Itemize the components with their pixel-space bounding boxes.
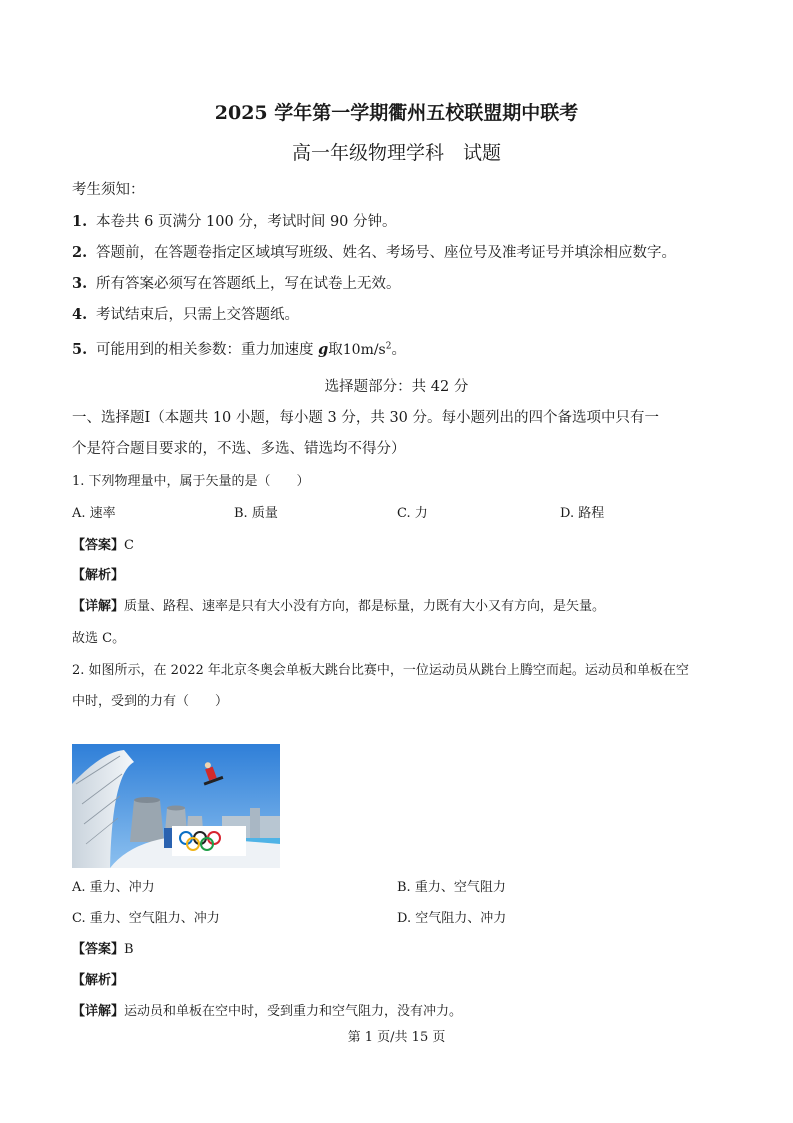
detail-label: 【详解】 (72, 1004, 125, 1019)
question-1-option-b: B. 质量 (234, 506, 278, 521)
notice-item-text: 本卷共 6 页满分 100 分，考试时间 90 分钟。 (96, 214, 397, 230)
question-1-detail (72, 595, 605, 614)
question-2-option-c: C. 重力、空气阻力、冲力 (72, 911, 220, 926)
question-2-analysis-label: 【解析】 (72, 973, 125, 988)
unit-text: 10m/s (342, 342, 386, 358)
big-air-jump-illustration (72, 744, 280, 868)
answer-value: C (124, 538, 134, 553)
question-2-stem-line: 2. 如图所示，在 2022 年北京冬奥会单板大跳台比赛中，一位运动员从跳台上腾空而起。运动员和单板在空 (72, 663, 689, 678)
question-2-detail (72, 1000, 462, 1019)
question-1-option-a: A. 速率 (72, 506, 116, 521)
question-2-option-d: D. 空气阻力、冲力 (397, 911, 507, 926)
notice-item-text: 可能用到的相关参数：重力加速度 (96, 342, 314, 358)
detail-text: 运动员和单板在空中时，受到重力和空气阻力，没有冲力。 (124, 1004, 463, 1019)
gravity-symbol: g (318, 341, 329, 358)
notice-item-text: 考试结束后，只需上交答题纸。 (96, 307, 299, 323)
notice-item-text: 。 (391, 342, 406, 358)
notice-item-number: 5. (72, 341, 88, 358)
big-air-jump-photo (72, 744, 280, 868)
notice-item (72, 303, 299, 324)
detail-label: 【详解】 (72, 599, 125, 614)
question-1-option-c: C. 力 (397, 506, 428, 521)
notice-item (72, 241, 676, 262)
question-1-option-d: D. 路程 (560, 506, 605, 521)
answer-value: B (124, 942, 134, 957)
question-1-conclusion: 故选 C。 (72, 631, 126, 646)
notice-item-text: 取 (328, 342, 343, 358)
question-1-answer (72, 534, 134, 553)
notice-item (72, 338, 406, 359)
notice-item-text: 答题前，在答题卷指定区域填写班级、姓名、考场号、座位号及准考证号并填涂相应数字。 (96, 245, 676, 261)
exam-subtitle: 高一年级物理学科 试题 (291, 142, 501, 164)
section-title: 选择题部分：共 42 分 (324, 379, 469, 395)
answer-label: 【答案】 (72, 538, 125, 553)
notice-item (72, 210, 397, 231)
answer-label: 【答案】 (72, 942, 125, 957)
section-intro-line: 个是符合题目要求的，不选、多选、错选均不得分） (72, 441, 406, 457)
notice-heading: 考生须知： (72, 182, 145, 198)
section-intro-line: 一、选择题Ⅰ（本题共 10 小题，每小题 3 分，共 30 分。每小题列出的四个备选项中只有一 (72, 410, 660, 426)
question-1-analysis-label: 【解析】 (72, 568, 125, 583)
question-1-stem: 1. 下列物理量中，属于矢量的是（ ） (72, 474, 310, 489)
notice-item-number: 4. (72, 306, 88, 323)
question-2-option-b: B. 重力、空气阻力 (397, 880, 506, 895)
notice-item-number: 3. (72, 275, 88, 292)
page-number: 第 1 页/共 15 页 (347, 1030, 446, 1045)
exam-title: 2025 学年第一学期衢州五校联盟期中联考 (214, 102, 579, 124)
question-2-answer (72, 938, 134, 957)
question-2-stem-line: 中时，受到的力有（ ） (72, 694, 229, 709)
notice-item-number: 1. (72, 213, 88, 230)
gravity-value (343, 342, 392, 358)
notice-item-text: 所有答案必须写在答题纸上，写在试卷上无效。 (96, 276, 401, 292)
unit-exponent: 2 (385, 341, 392, 352)
notice-item (72, 272, 401, 293)
question-2-option-a: A. 重力、冲力 (72, 880, 155, 895)
notice-item-number: 2. (72, 244, 88, 261)
detail-text: 质量、路程、速率是只有大小没有方向，都是标量，力既有大小又有方向，是矢量。 (124, 599, 606, 614)
